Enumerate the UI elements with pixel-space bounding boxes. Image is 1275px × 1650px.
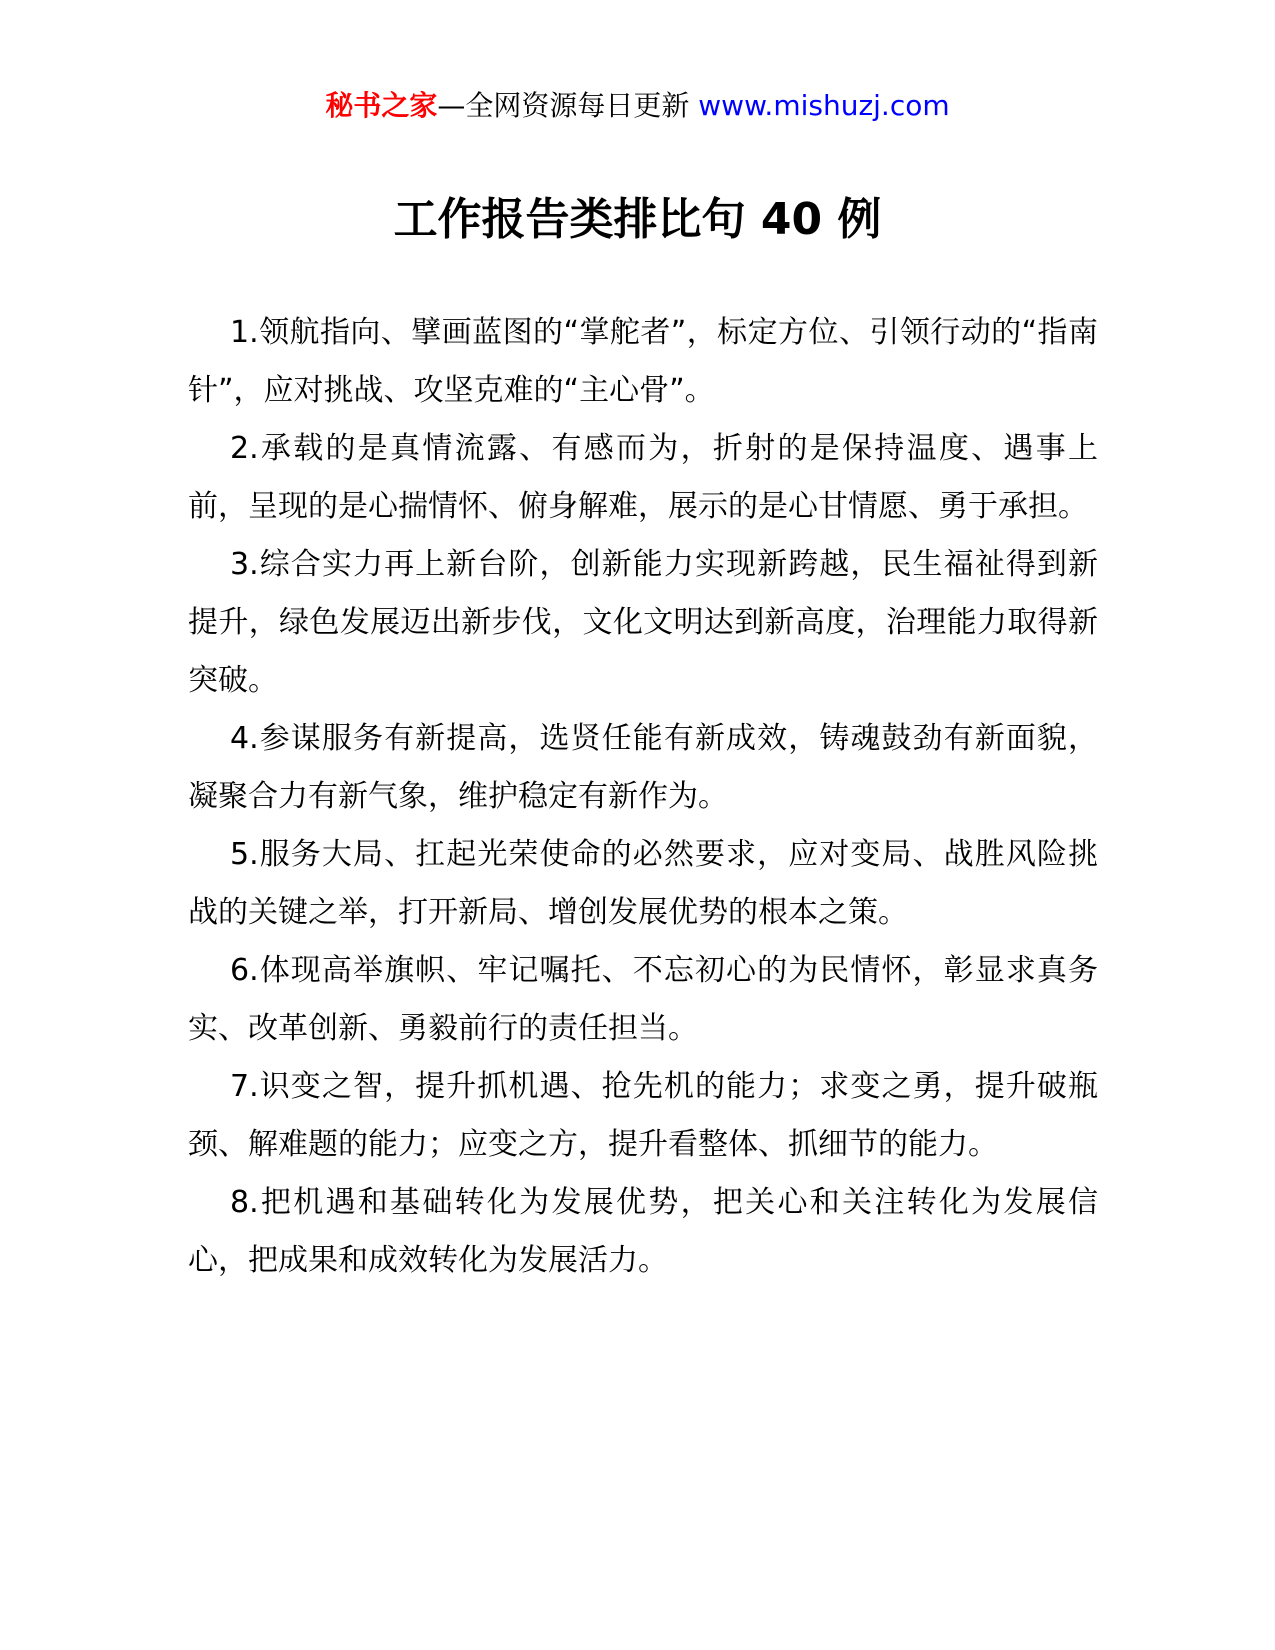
- paragraph-8: 8.把机遇和基础转化为发展优势，把关心和关注转化为发展信心，把成果和成效转化为发展活力。: [188, 1185, 1098, 1278]
- page-header: [0, 84, 1275, 128]
- document-title: 工作报告类排比句 40 例: [393, 194, 882, 245]
- website-link[interactable]: www.mishuzj.com: [698, 89, 950, 122]
- paragraph-3: 3.综合实力再上新台阶，创新能力实现新跨越，民生福祉得到新提升，绿色发展迈出新步伐，文化文明达到新高度，治理能力取得新突破。: [188, 547, 1098, 698]
- header-tagline: —全网资源每日更新: [437, 89, 699, 122]
- paragraph-1: 1.领航指向、擘画蓝图的“掌舵者”，标定方位、引领行动的“指南针”，应对挑战、攻坚克难的“主心骨”。: [188, 315, 1098, 408]
- paragraph-5: 5.服务大局、扛起光荣使命的必然要求，应对变局、战胜风险挑战的关键之举，打开新局、增创发展优势的根本之策。: [188, 837, 1098, 930]
- paragraph-6: 6.体现高举旗帜、牢记嘱托、不忘初心的为民情怀，彰显求真务实、改革创新、勇毅前行的责任担当。: [188, 953, 1098, 1046]
- paragraph-4: 4.参谋服务有新提高，选贤任能有新成效，铸魂鼓劲有新面貌，凝聚合力有新气象，维护稳定有新作为。: [188, 721, 1098, 814]
- paragraph-7: 7.识变之智，提升抓机遇、抢先机的能力；求变之勇，提升破瓶颈、解难题的能力；应变之方，提升看整体、抓细节的能力。: [188, 1069, 1098, 1162]
- brand-name: 秘书之家: [325, 89, 438, 122]
- paragraph-2: 2.承载的是真情流露、有感而为，折射的是保持温度、遇事上前，呈现的是心揣情怀、俯身解难，展示的是心甘情愿、勇于承担。: [188, 431, 1098, 524]
- document-body: [188, 304, 1098, 1290]
